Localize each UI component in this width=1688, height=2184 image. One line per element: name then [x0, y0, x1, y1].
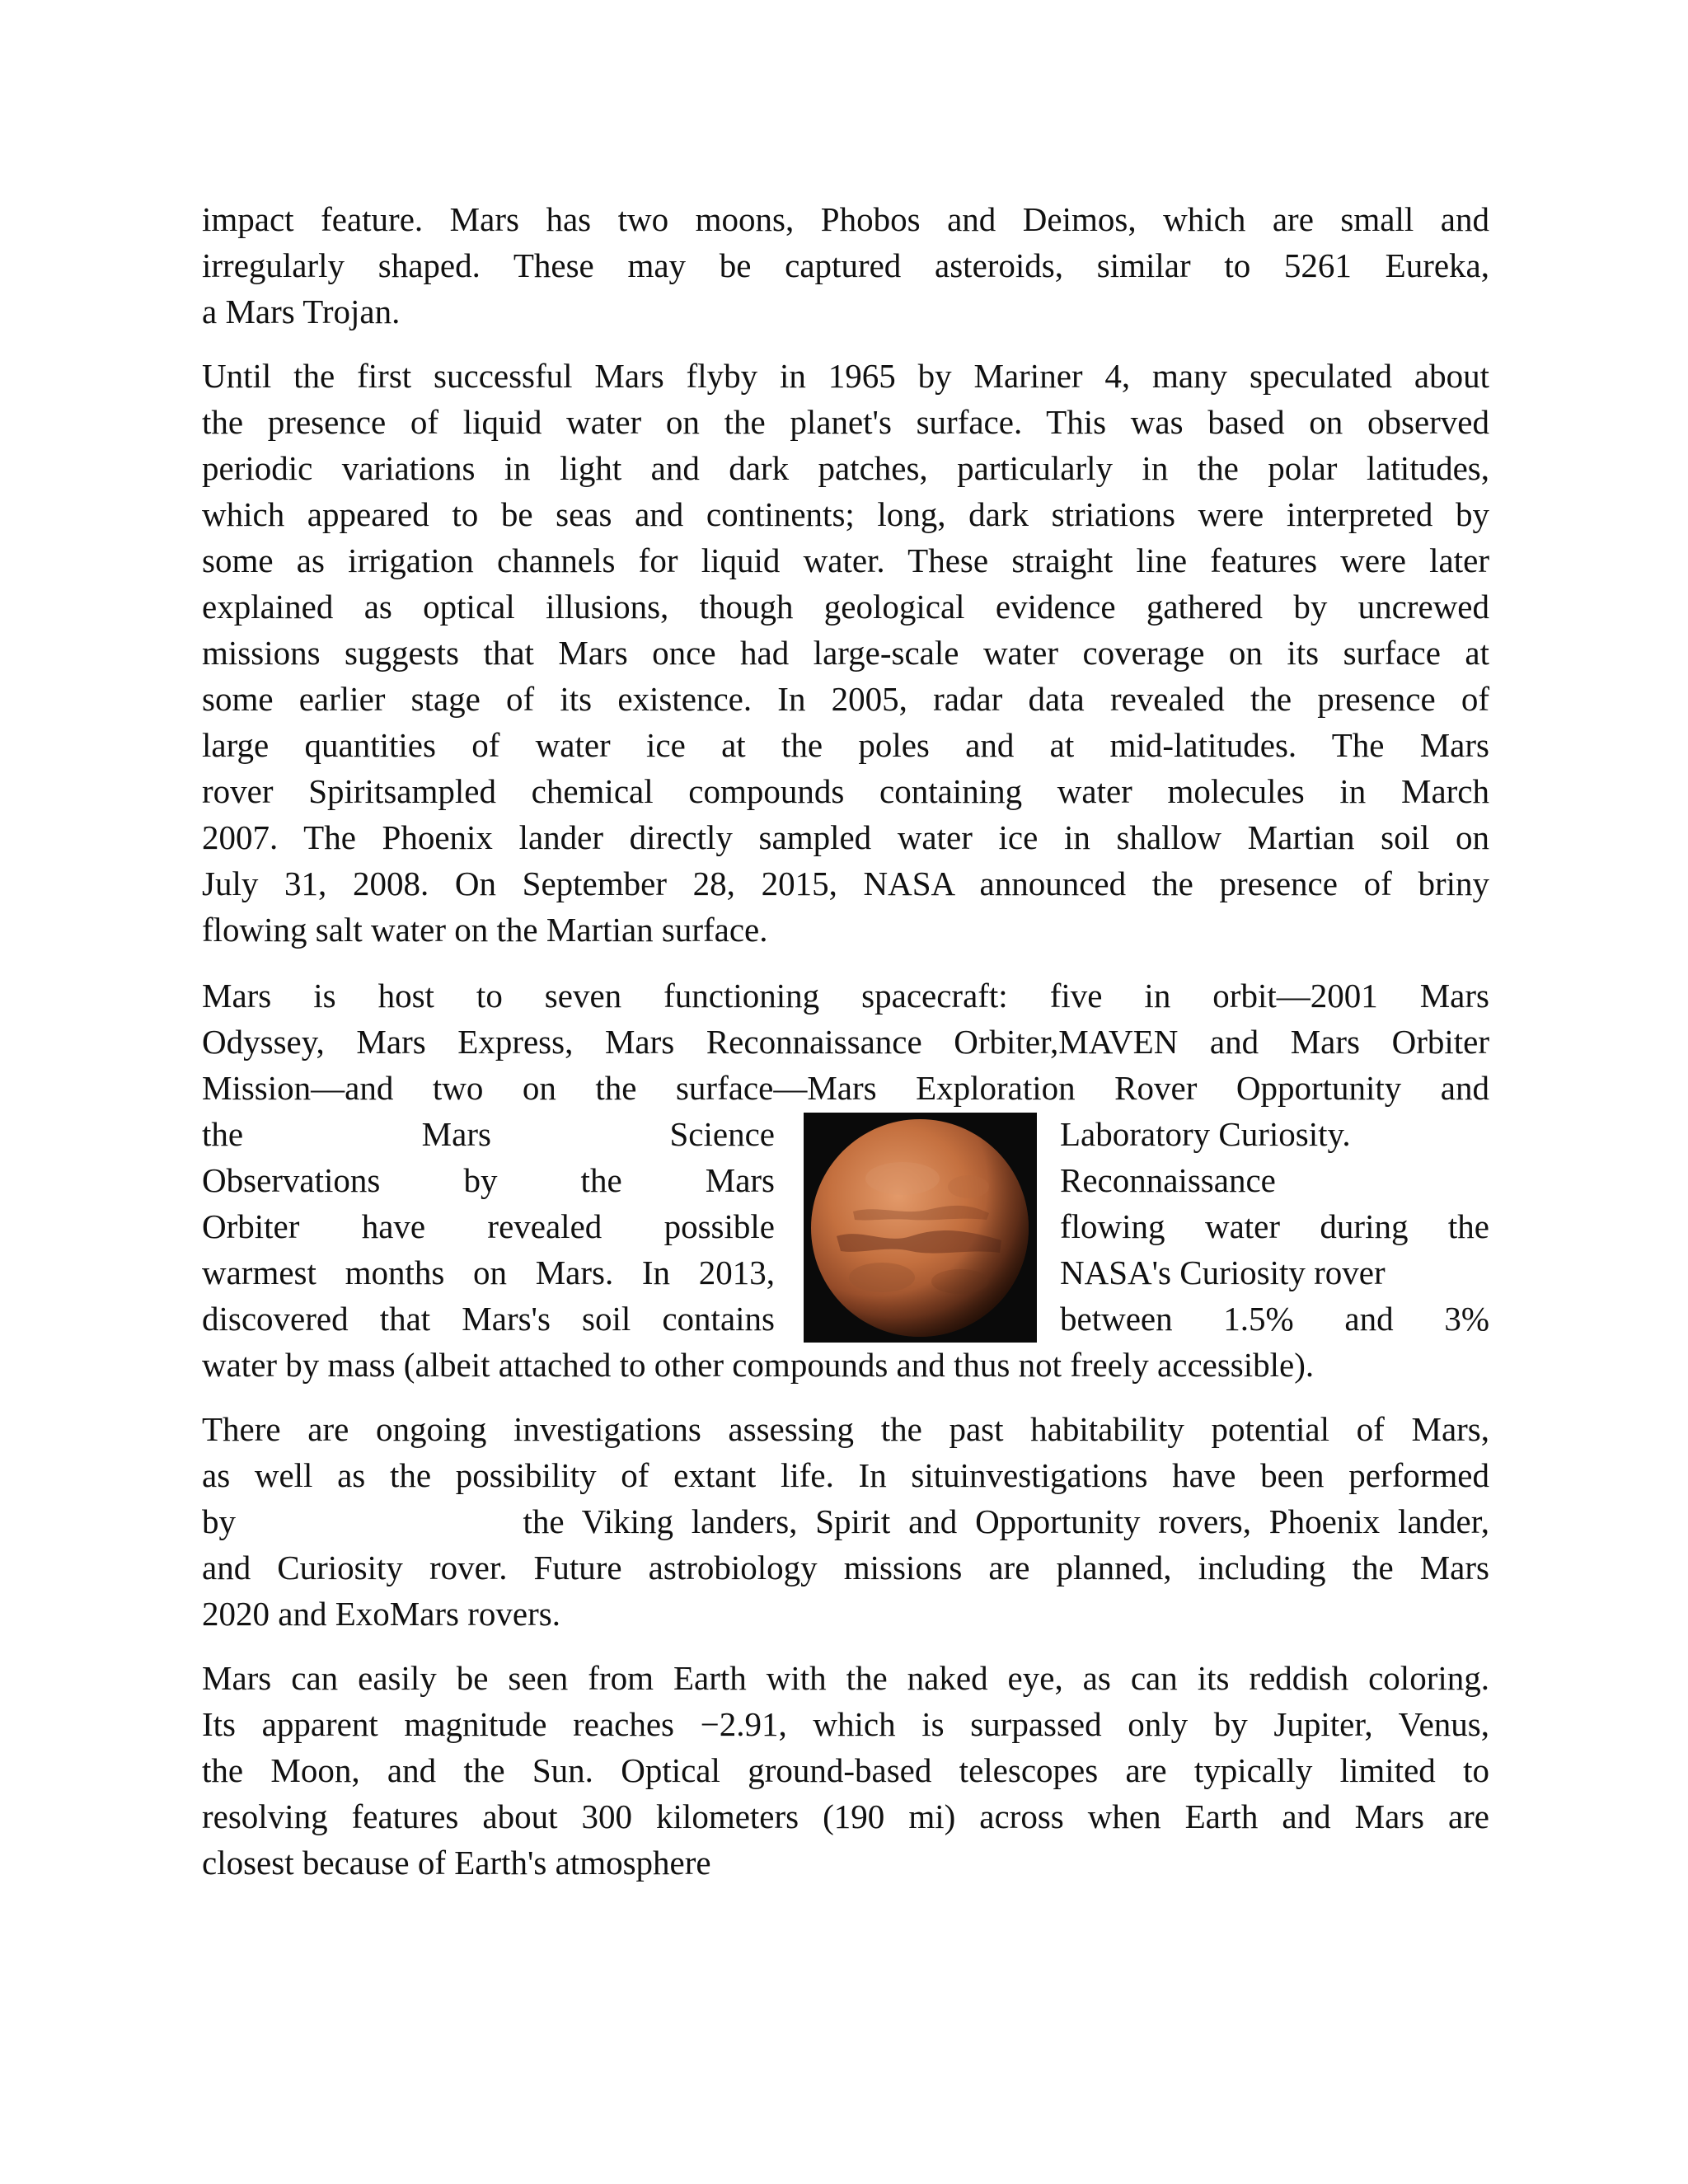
text-line: periodic variations in light and dark patches, particularly in the polar latitudes, [202, 449, 1489, 487]
text-line: large quantities of water ice at the poles and at mid-latitudes. The Mars [202, 726, 1489, 764]
paragraph-visibility [202, 1655, 1489, 1886]
text-line: There are ongoing investigations assessing the past habitability potential of Mars, [202, 1410, 1489, 1448]
text-line: 2007. The Phoenix lander directly sampled water ice in shallow Martian soil on [202, 818, 1489, 856]
text-line: a Mars Trojan. [202, 293, 401, 330]
mars-planet-image [804, 1113, 1037, 1343]
text-line: Mars is host to seven functioning spacecraft: five in orbit—2001 Mars [202, 977, 1489, 1015]
text-line: Its apparent magnitude reaches −2.91, which is surpassed only by Jupiter, Venus, [202, 1705, 1489, 1743]
text-line: missions suggests that Mars once had large-scale water coverage on its surface at [202, 634, 1489, 672]
paragraph-water-history [202, 353, 1489, 953]
wrapped-line-right: flowing water during the [1060, 1207, 1489, 1245]
text-line: impact feature. Mars has two moons, Phobos and Deimos, which are small and [202, 200, 1489, 238]
text-line: 2020 and ExoMars rovers. [202, 1595, 560, 1633]
text-line: some earlier stage of its existence. In 2005, radar data revealed the presence of [202, 680, 1489, 718]
text-line: rover Spiritsampled chemical compounds containing water molecules in March [202, 772, 1489, 810]
text-line: irregularly shaped. These may be captured asteroids, similar to 5261 Eureka, [202, 246, 1489, 284]
text-line: by the Viking landers, Spirit and Opportunity rovers, Phoenix lander, [202, 1502, 1489, 1540]
text-line: July 31, 2008. On September 28, 2015, NASA announced the presence of briny [202, 865, 1489, 902]
text-line: explained as optical illusions, though geological evidence gathered by uncrewed [202, 588, 1489, 626]
paragraph-moons [202, 196, 1489, 335]
text-line: Mission—and two on the surface—Mars Exploration Rover Opportunity and [202, 1069, 1489, 1107]
wrapped-line-right: Reconnaissance [1060, 1161, 1276, 1199]
wrapped-line-left: Orbiter have revealed possible [202, 1207, 775, 1245]
wrapped-line-left: discovered that Mars's soil contains [202, 1300, 775, 1338]
text-line: Until the first successful Mars flyby in 1965 by Mariner 4, many speculated about [202, 357, 1489, 395]
text-line: which appeared to be seas and continents; long, dark striations were interpreted by [202, 495, 1489, 533]
wrapped-line-right: Laboratory Curiosity. [1060, 1115, 1351, 1153]
text-line: closest because of Earth's atmosphere [202, 1844, 711, 1882]
wrapped-line-right: NASA's Curiosity rover [1060, 1254, 1386, 1291]
paragraph-spacecraft [202, 972, 1489, 1384]
wrapped-line-left: Observations by the Mars [202, 1161, 775, 1199]
text-line: the presence of liquid water on the planet's surface. This was based on observed [202, 403, 1489, 441]
text-line: Odyssey, Mars Express, Mars Reconnaissance Orbiter,MAVEN and Mars Orbiter [202, 1023, 1489, 1061]
text-line: some as irrigation channels for liquid water. These straight line features were later [202, 541, 1489, 579]
text-line: the Moon, and the Sun. Optical ground-based telescopes are typically limited to [202, 1751, 1489, 1789]
wrapped-line-right: between 1.5% and 3% [1060, 1300, 1489, 1338]
mars-globe-icon [804, 1113, 1037, 1343]
text-line: water by mass (albeit attached to other compounds and thus not freely accessible). [202, 1346, 1315, 1384]
text-line: Mars can easily be seen from Earth with the naked eye, as can its reddish coloring. [202, 1659, 1489, 1697]
text-line: and Curiosity rover. Future astrobiology missions are planned, including the Mars [202, 1549, 1489, 1586]
wrapped-line-left: the Mars Science [202, 1115, 775, 1153]
paragraph-habitability [202, 1406, 1489, 1637]
wrapped-line-left: warmest months on Mars. In 2013, [202, 1254, 775, 1291]
text-line: resolving features about 300 kilometers (190 mi) across when Earth and Mars are [202, 1797, 1489, 1835]
text-line: flowing salt water on the Martian surface. [202, 911, 768, 949]
text-line: as well as the possibility of extant life. In situinvestigations have been performed [202, 1456, 1489, 1494]
